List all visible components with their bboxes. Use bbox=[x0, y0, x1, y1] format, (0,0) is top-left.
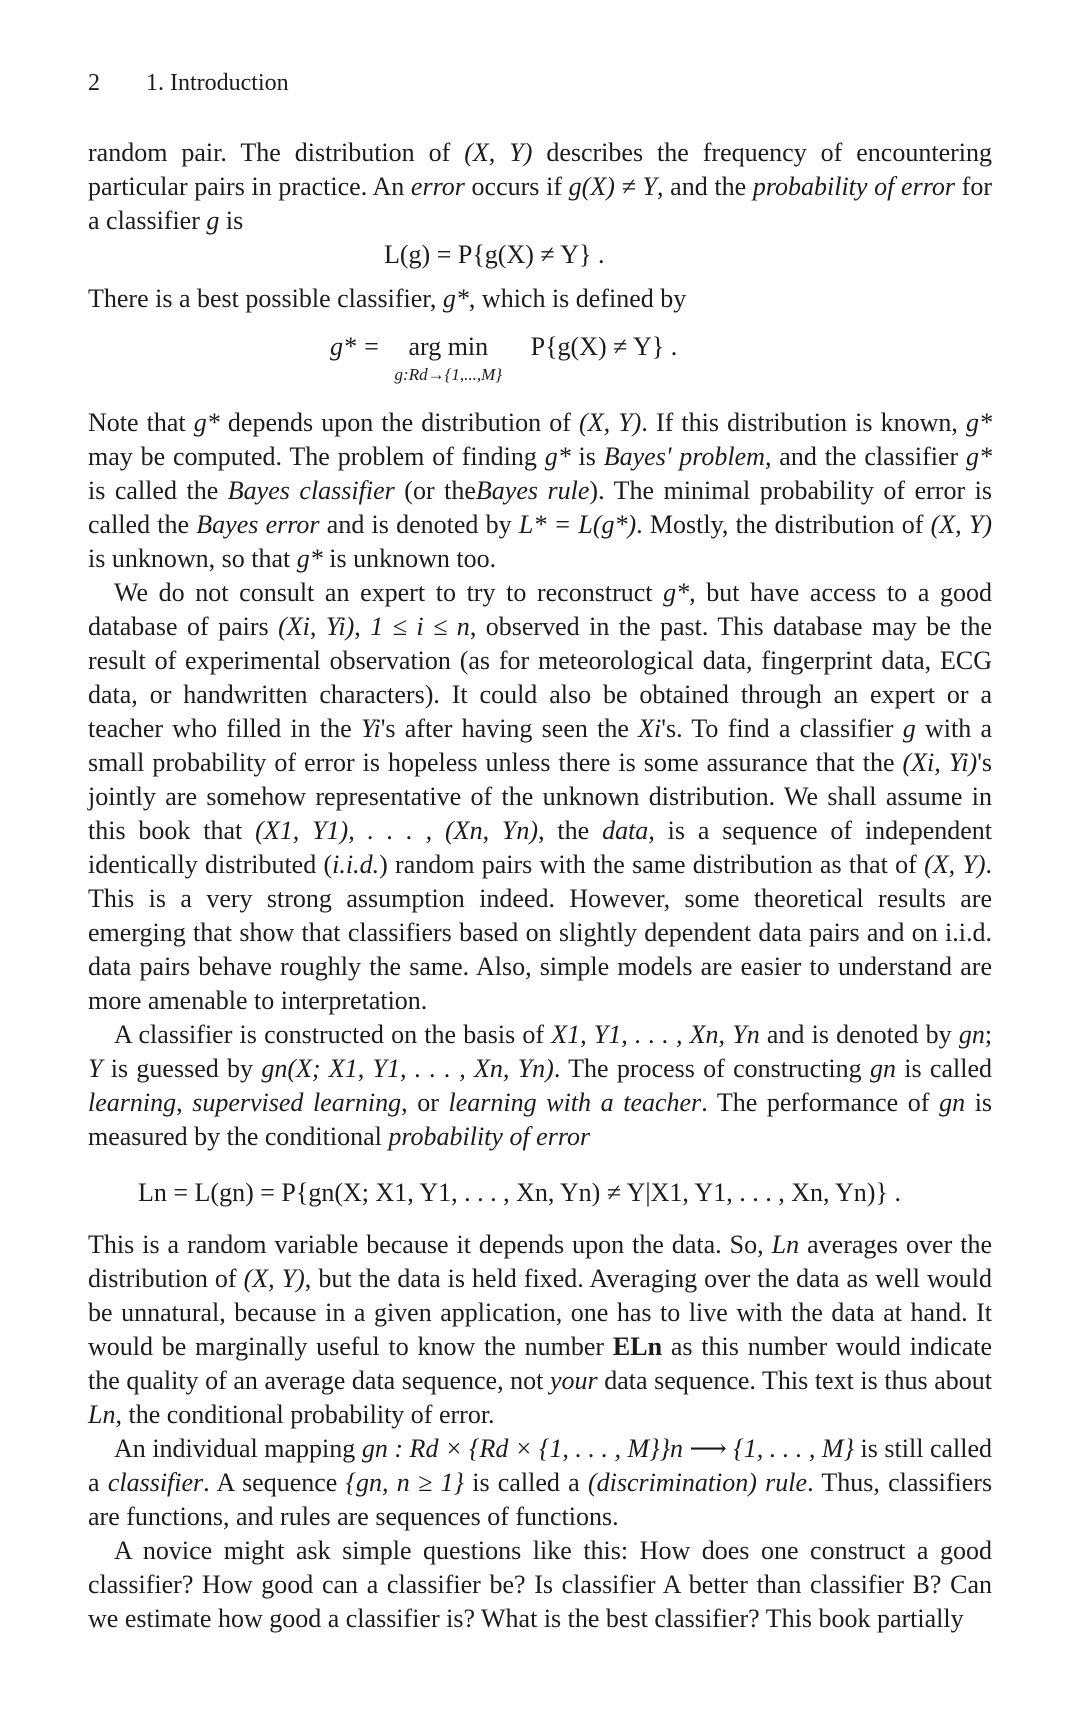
page-body bbox=[88, 136, 992, 1636]
paragraph: A novice might ask simple questions like this: How does one construct a good classifier? How good can a classifier be? Is classifier A better than classifier B? Can we estimate how good a classifier is? What is the best classifier? This book partially bbox=[88, 1536, 992, 1633]
equation-bayes-loss: L(g) = P{g(X) ≠ Y} . bbox=[384, 240, 605, 269]
equation-bayes-classifier: g* = arg min g:Rd→{1,...,M} P{g(X) ≠ Y} . bbox=[330, 332, 678, 384]
paragraph: This is a random variable because it depends upon the data. So, Ln averages over the distribution of (X, Y), but the data is held fixed. Averaging over the data as well would be unnatural, because in a given application, one has to live with the data at hand. It would be marginally useful to know the number ELn as this number would indicate the quality of an average data sequence, not your data sequence. This text is thus about Ln, the conditional probability of error. bbox=[88, 1230, 993, 1429]
equation-conditional-error: Ln = L(gn) = P{gn(X; X1, Y1, . . . , Xn, Yn) ≠ Y|X1, Y1, . . . , Xn, Yn)} . bbox=[138, 1178, 901, 1207]
page-number: 2 bbox=[88, 70, 100, 96]
chapter-title: 1. Introduction bbox=[146, 70, 289, 96]
paragraph: random pair. The distribution of (X, Y) describes the frequency of encountering particular pairs in practice. An error occurs if g(X) ≠ Y, and the probability of error for a classifier g is bbox=[88, 138, 992, 235]
paragraph: There is a best possible classifier, g*, which is defined by bbox=[88, 284, 687, 313]
paragraph: Note that g* depends upon the distribution of (X, Y). If this distribution is known, g* may be computed. The problem of finding g* is Bayes' problem, and the classifier g* is called the Bayes classifier (or theBayes rule). The minimal probability of error is called the Bayes error and is denoted by L* = L(g*). Mostly, the distribution of (X, Y) is unknown, so that g* is unknown too. bbox=[88, 408, 993, 573]
paragraph: A classifier is constructed on the basis of X1, Y1, . . . , Xn, Yn and is denoted by gn; Y is guessed by gn(X; X1, Y1, . . . , Xn, Yn). The process of constructing gn is called learning, supervised learning, or learning with a teacher. The performance of gn is measured by the conditional probability of error bbox=[88, 1020, 993, 1151]
paragraph: We do not consult an expert to try to reconstruct g*, but have access to a good database of pairs (Xi, Yi), 1 ≤ i ≤ n, observed in the past. This database may be the result of experimental observation (as for meteorological data, fingerprint data, ECG data, or handwritten characters). It could also be obtained through an expert or a teacher who filled in the Yi's after having seen the Xi's. To find a classifier g with a small probability of error is hopeless unless there is some assurance that the (Xi, Yi)'s jointly are somehow representative of the unknown distribution. We shall assume in this book that (X1, Y1), . . . , (Xn, Yn), the data, is a sequence of independent identically distributed (i.i.d.) random pairs with the same distribution as that of (X, Y). This is a very strong assumption indeed. However, some theoretical results are emerging that show that classifiers based on slightly dependent data pairs and on i.i.d. data pairs behave roughly the same. Also, simple models are easier to understand are more amenable to interpretation. bbox=[88, 578, 993, 1015]
paragraph: An individual mapping gn : Rd × {Rd × {1, . . . , M}}n ⟶ {1, . . . , M} is still called a classifier. A sequence {gn, n ≥ 1} is called a (discrimination) rule. Thus, classifiers are functions, and rules are sequences of functions. bbox=[88, 1434, 993, 1531]
running-header bbox=[88, 70, 289, 97]
